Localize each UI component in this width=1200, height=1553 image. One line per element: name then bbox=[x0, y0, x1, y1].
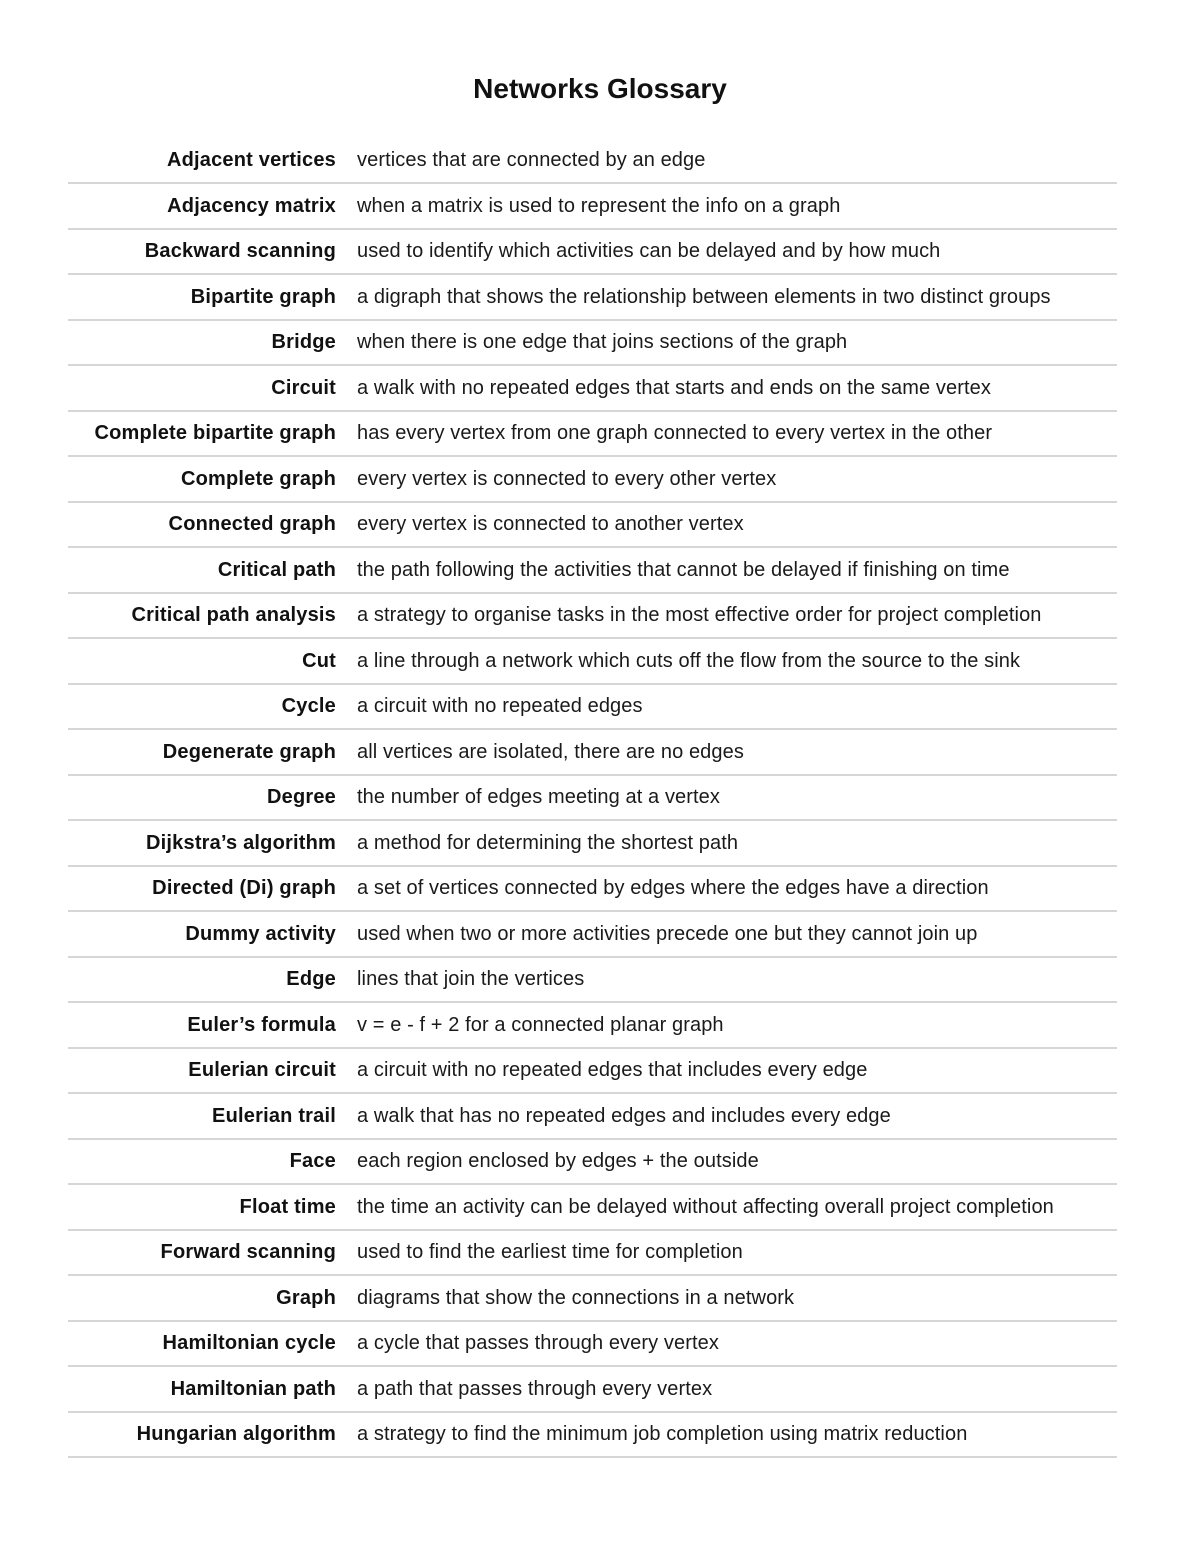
glossary-definition: a strategy to find the minimum job completion using matrix reduction bbox=[357, 1423, 968, 1445]
glossary-definition: when a matrix is used to represent the info on a graph bbox=[357, 194, 841, 217]
glossary-term: Euler’s formula bbox=[187, 1013, 336, 1036]
glossary-term: Face bbox=[289, 1150, 336, 1172]
glossary-row bbox=[68, 1094, 1117, 1140]
glossary-row bbox=[68, 730, 1117, 776]
glossary-row bbox=[68, 958, 1117, 1003]
glossary-term: Bridge bbox=[271, 331, 336, 353]
glossary-row bbox=[68, 1276, 1117, 1322]
glossary-definition: used to find the earliest time for completion bbox=[357, 1241, 743, 1263]
glossary-definition: a set of vertices connected by edges where the edges have a direction bbox=[357, 877, 989, 899]
glossary-definition: a walk that has no repeated edges and includes every edge bbox=[357, 1104, 891, 1127]
glossary-definition: a digraph that shows the relationship between elements in two distinct groups bbox=[357, 285, 1051, 308]
glossary-definition: a walk with no repeated edges that starts and ends on the same vertex bbox=[357, 376, 991, 399]
glossary-definition: when there is one edge that joins sections of the graph bbox=[357, 331, 848, 353]
glossary-term: Connected graph bbox=[168, 513, 336, 535]
glossary-row bbox=[68, 230, 1117, 275]
glossary-term: Critical path bbox=[217, 558, 336, 581]
glossary-row bbox=[68, 503, 1117, 548]
glossary-row bbox=[68, 776, 1117, 821]
glossary-definition: a circuit with no repeated edges that includes every edge bbox=[357, 1059, 868, 1081]
glossary-row bbox=[68, 275, 1117, 321]
glossary-term: Dummy activity bbox=[185, 922, 336, 945]
glossary-row bbox=[68, 548, 1117, 594]
glossary-term: Circuit bbox=[271, 376, 336, 399]
glossary-term: Adjacency matrix bbox=[167, 194, 336, 217]
glossary-row bbox=[68, 1322, 1117, 1367]
glossary-term: Graph bbox=[276, 1286, 336, 1309]
glossary-row bbox=[68, 321, 1117, 366]
glossary-definition: a circuit with no repeated edges bbox=[357, 695, 643, 717]
glossary-definition: the path following the activities that cannot be delayed if finishing on time bbox=[357, 558, 1010, 581]
glossary-row bbox=[68, 1003, 1117, 1049]
glossary-definition: a method for determining the shortest path bbox=[357, 831, 739, 854]
glossary-row bbox=[68, 457, 1117, 503]
glossary-definition: a line through a network which cuts off the flow from the source to the sink bbox=[357, 649, 1021, 672]
glossary-definition: lines that join the vertices bbox=[357, 968, 585, 990]
glossary-term: Float time bbox=[239, 1195, 336, 1218]
glossary-row bbox=[68, 184, 1117, 230]
glossary-row bbox=[68, 867, 1117, 912]
glossary-definition: all vertices are isolated, there are no edges bbox=[357, 740, 744, 763]
glossary-term: Edge bbox=[286, 968, 336, 990]
glossary-term: Backward scanning bbox=[144, 240, 336, 262]
glossary-definition: v = e - f + 2 for a connected planar graph bbox=[357, 1013, 724, 1036]
glossary-row bbox=[68, 1185, 1117, 1231]
glossary-term: Hamiltonian cycle bbox=[162, 1332, 336, 1354]
glossary-row bbox=[68, 594, 1117, 639]
glossary-row bbox=[68, 1140, 1117, 1185]
glossary-row bbox=[68, 139, 1117, 184]
page-title: Networks Glossary bbox=[473, 73, 727, 104]
glossary-definition: the time an activity can be delayed without affecting overall project completion bbox=[357, 1195, 1054, 1218]
glossary-term: Degree bbox=[266, 786, 336, 808]
glossary-term: Eulerian trail bbox=[212, 1104, 336, 1127]
glossary-row bbox=[68, 1413, 1117, 1458]
glossary-term: Hungarian algorithm bbox=[136, 1423, 336, 1445]
glossary-term: Cut bbox=[302, 649, 336, 672]
glossary-term: Cycle bbox=[281, 695, 336, 717]
glossary-definition: a strategy to organise tasks in the most effective order for project completion bbox=[357, 604, 1042, 626]
glossary-row bbox=[68, 1231, 1117, 1276]
glossary-definition: has every vertex from one graph connected to every vertex in the other bbox=[357, 422, 993, 444]
glossary-definition: each region enclosed by edges + the outside bbox=[357, 1150, 759, 1172]
glossary-term: Forward scanning bbox=[160, 1241, 336, 1263]
glossary-row bbox=[68, 1367, 1117, 1413]
glossary-definition: every vertex is connected to every other vertex bbox=[357, 467, 777, 490]
glossary-term: Hamiltonian path bbox=[170, 1377, 336, 1400]
glossary-definition: diagrams that show the connections in a network bbox=[357, 1286, 795, 1309]
glossary-term: Adjacent vertices bbox=[166, 149, 336, 171]
glossary-table bbox=[68, 139, 1117, 1458]
glossary-term: Directed (Di) graph bbox=[152, 877, 336, 899]
glossary-definition: vertices that are connected by an edge bbox=[357, 149, 706, 171]
glossary-row bbox=[68, 685, 1117, 730]
glossary-definition: a cycle that passes through every vertex bbox=[357, 1332, 719, 1354]
glossary-row bbox=[68, 412, 1117, 457]
glossary-row bbox=[68, 1049, 1117, 1094]
glossary-term: Degenerate graph bbox=[162, 740, 336, 763]
glossary-definition: a path that passes through every vertex bbox=[357, 1377, 713, 1400]
glossary-term: Critical path analysis bbox=[131, 604, 336, 626]
glossary-row bbox=[68, 821, 1117, 867]
glossary-definition: used to identify which activities can be delayed and by how much bbox=[357, 240, 941, 262]
glossary-term: Eulerian circuit bbox=[188, 1059, 336, 1081]
glossary-term: Complete graph bbox=[180, 467, 336, 490]
glossary-row bbox=[68, 639, 1117, 685]
glossary-row bbox=[68, 366, 1117, 412]
glossary-definition: used when two or more activities precede one but they cannot join up bbox=[357, 922, 978, 945]
glossary-term: Dijkstra’s algorithm bbox=[146, 831, 336, 854]
glossary-term: Complete bipartite graph bbox=[94, 422, 336, 444]
glossary-definition: the number of edges meeting at a vertex bbox=[357, 786, 721, 808]
glossary-row bbox=[68, 912, 1117, 958]
glossary-definition: every vertex is connected to another vertex bbox=[357, 513, 744, 535]
glossary-term: Bipartite graph bbox=[190, 285, 336, 308]
